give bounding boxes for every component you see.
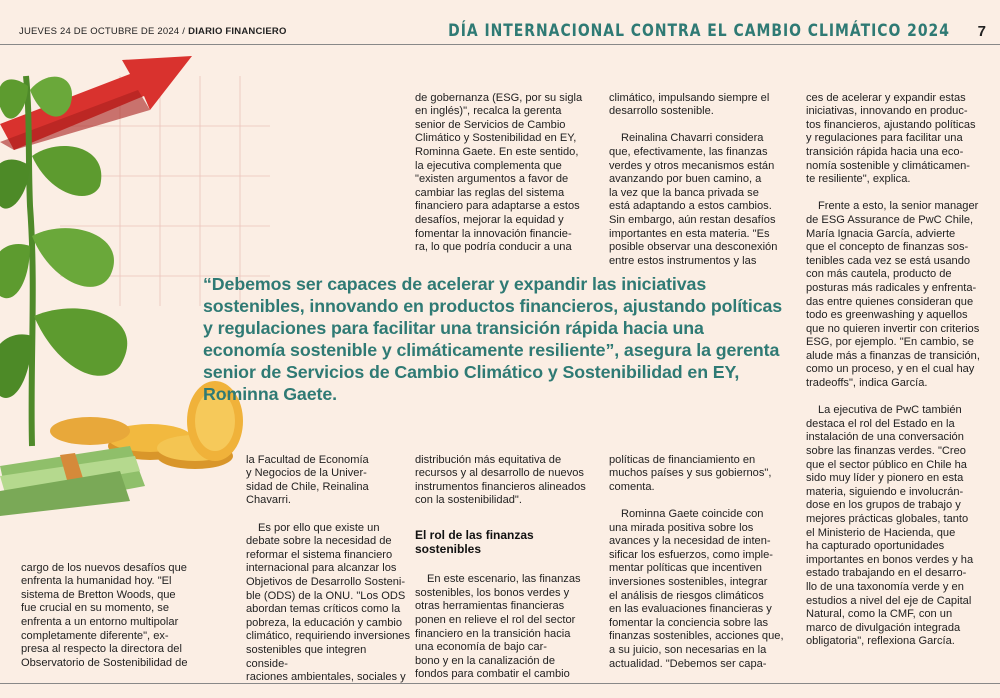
paragraph: cargo de los nuevos desafíos que enfrenta la humanidad hoy. "El sistema de Bretton Woods, que fue crucial en su momento, se enfrenta a un entorno multipolar completamente diferente", ex- presa al respecto la directora del Observatorio de Sostenibilidad de bbox=[21, 561, 188, 669]
paragraph: Frente a esto, la senior manager de ESG Assurance de PwC Chile, María Ignacia García, advierte que el concepto de finanzas sos- tenibles cada vez se está usando con más cautela, producto de posturas más radicales y enfrenta- das entre quienes consideran que todo es greenwashing y aquellos que no quieren invertir con criterios ESG, por ejemplo. "En cambio, se alude más a finanzas de transición, como un proceso, y en el cual hay tradeoffs", indica García. bbox=[806, 200, 980, 390]
footer-rule bbox=[0, 683, 1000, 684]
paragraph: la Facultad de Economía y Negocios de la Univer- sidad de Chile, Reinalina Chavarri. bbox=[246, 453, 369, 507]
header-rule bbox=[0, 44, 1000, 45]
section-title: DÍA INTERNACIONAL CONTRA EL CAMBIO CLIMÁTICO 2024 bbox=[448, 21, 950, 41]
subheading: El rol de las finanzas sostenibles bbox=[415, 527, 534, 556]
paragraph: Rominna Gaete coincide con una mirada positiva sobre los avances y la necesidad de inten- sificar los esfuerzos, como imple- mentar políticas que incentiven inversiones sostenibles, integrar el análisis de riesgos climáticos en las evaluaciones financieras y fomentar la conciencia sobre las finanzas sostenibles, acciones que, a su juicio, son necesarias en la actualidad. "Debemos ser capa- bbox=[609, 507, 784, 670]
paragraph: de gobernanza (ESG, por su sigla en inglés)", recalca la gerenta senior de Servicios de Cambio Climático y Sostenibilidad en EY, Rominna Gaete. En este sentido, la ejecutiva complementa que "existen argumentos a favor de cambiar las reglas del sistema financiero para adaptarse a estos desafíos, mejorar la equidad y fomentar la innovación financie- ra, lo que podría conducir a una bbox=[415, 91, 583, 254]
publication-name: DIARIO FINANCIERO bbox=[188, 26, 287, 37]
article-column-4-top bbox=[609, 78, 794, 282]
pull-quote: “Debemos ser capaces de acelerar y expandir las iniciativas sostenibles, innovando en productos financieros, ajustando políticas y regulaciones para facilitar una transición rápida hacia una economía sostenible y climáticamente resiliente”, asegura la gerenta senior de Servicios de Cambio Climático y Sostenibilidad en EY, Rominna Gaete. bbox=[203, 274, 783, 404]
paragraph: climático, impulsando siempre el desarrollo sostenible. bbox=[609, 91, 770, 118]
money-stack-icon bbox=[0, 446, 145, 516]
article-column-4-bottom bbox=[609, 440, 794, 685]
issue-date: JUEVES 24 DE OCTUBRE DE 2024 bbox=[19, 26, 180, 37]
paragraph: políticas de financiamiento en muchos países y sus gobiernos", comenta. bbox=[609, 453, 772, 493]
paragraph: distribución más equitativa de recursos y al desarrollo de nuevos instrumentos financieros alineados con la sostenibilidad". bbox=[415, 453, 586, 507]
paragraph: En este escenario, las finanzas sostenibles, los bonos verdes y otras herramientas financieras ponen en relieve el rol del sector financiero en la transición hacia una economía de bajo car- bono y en la canalización de fondos para combatir el cambio bbox=[415, 573, 581, 681]
page-header-dateline bbox=[19, 26, 287, 37]
paragraph: Reinalina Chavarri considera que, efectivamente, las finanzas verdes y otros mecanismos están avanzando por buen camino, a la vez que la banca privada se está adaptando a estos cambios. Sin embargo, aún restan desafíos importantes en esta materia. "Es posible observar una desconexión entre estos instrumentos y las bbox=[609, 132, 778, 267]
paragraph: Es por ello que existe un debate sobre la necesidad de reformar el sistema financiero internacional para alcanzar los Objetivos de Desarrollo Sosteni- ble (ODS) de la ONU. "Los ODS abordan temas críticos como la pobreza, la educación y cambio climático, requiriendo inversiones sostenibles que integren conside- raciones ambientales, sociales y bbox=[246, 521, 411, 684]
page-number: 7 bbox=[977, 23, 986, 40]
header-separator: / bbox=[182, 26, 186, 37]
paragraph: La ejecutiva de PwC también destaca el rol del Estado en la instalación de una conversación sobre las finanzas verdes. "Creo que el sector público en Chile ha sido muy líder y pionero en esta materia, siguiendo e involucrán- dose en los grupos de trabajo y mejores prácticas globales, tanto el Ministerio de Hacienda, que ha capturado oportunidades importantes en bonos verdes y ha estado trabajando en el desarro- llo de una taxonomía verde y en estudios a nivel del eje de Capital Natural, como la CMF, con un marco de divulgación integrada obligatoria", reflexiona García. bbox=[806, 404, 974, 648]
article-column-5 bbox=[806, 78, 996, 663]
article-column-1-bottom bbox=[21, 548, 211, 684]
article-column-2-bottom bbox=[246, 440, 411, 698]
article-column-2-top bbox=[415, 78, 600, 268]
article-column-3-bottom bbox=[415, 440, 600, 696]
paragraph: ces de acelerar y expandir estas iniciativas, innovando en produc- tos financieros, ajustando políticas y regulaciones para facilitar una transición rápida hacia una eco- nomía sostenible y climáticamen- te resiliente", explica. bbox=[806, 91, 976, 186]
